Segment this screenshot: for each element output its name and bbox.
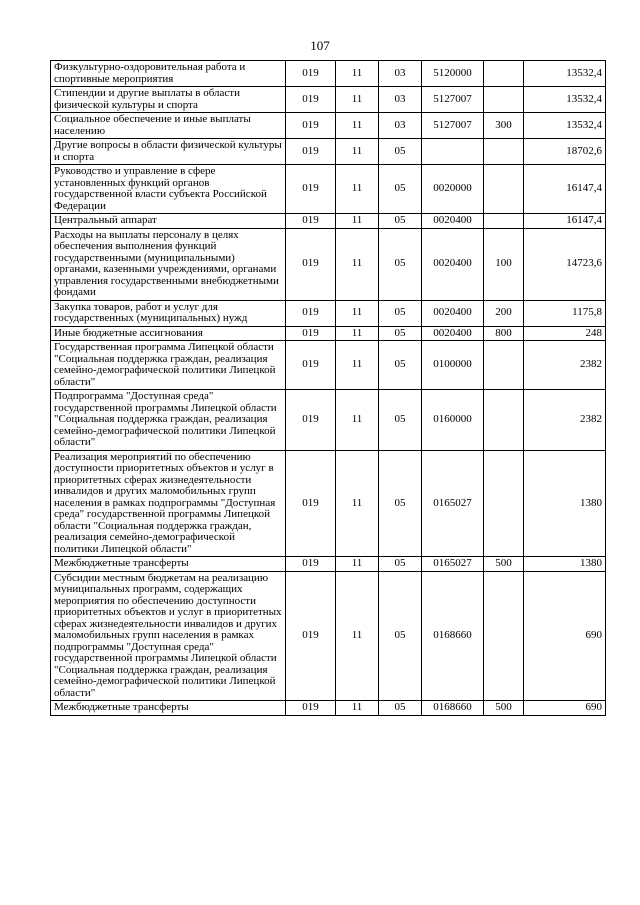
row-section: 11 bbox=[336, 341, 379, 390]
row-subsection: 05 bbox=[379, 326, 422, 341]
row-subsection: 05 bbox=[379, 450, 422, 557]
row-name: Руководство и управление в сфере установленных функций органов государственной власти субъекта Российской Федерации bbox=[51, 165, 286, 214]
row-target-article: 0168660 bbox=[422, 701, 484, 716]
row-grbs: 019 bbox=[286, 390, 336, 451]
row-grbs: 019 bbox=[286, 214, 336, 229]
table-row bbox=[51, 214, 606, 229]
row-sum: 13532,4 bbox=[524, 61, 606, 87]
row-section: 11 bbox=[336, 139, 379, 165]
row-name: Центральный аппарат bbox=[51, 214, 286, 229]
row-subsection: 03 bbox=[379, 113, 422, 139]
row-sum: 14723,6 bbox=[524, 228, 606, 300]
row-grbs: 019 bbox=[286, 450, 336, 557]
page-number: 107 bbox=[310, 38, 330, 53]
row-sum: 1175,8 bbox=[524, 300, 606, 326]
row-expense-type bbox=[484, 390, 524, 451]
row-section: 11 bbox=[336, 300, 379, 326]
row-name: Субсидии местным бюджетам на реализацию муниципальных программ, содержащих мероприятия по обеспечению доступности приоритетных объектов и услуг в приоритетных сферах жизнедеятельности инвалидов и других маломобильных групп населения в рамках подпрограммы "Доступная среда" государственной программы Липецкой области "Социальная поддержка граждан, реализация семейно-демографической политики Липецкой области" bbox=[51, 571, 286, 701]
row-sum: 2382 bbox=[524, 341, 606, 390]
row-target-article: 5120000 bbox=[422, 61, 484, 87]
row-sum: 13532,4 bbox=[524, 113, 606, 139]
row-grbs: 019 bbox=[286, 139, 336, 165]
row-subsection: 05 bbox=[379, 341, 422, 390]
row-section: 11 bbox=[336, 87, 379, 113]
row-grbs: 019 bbox=[286, 61, 336, 87]
row-section: 11 bbox=[336, 326, 379, 341]
row-section: 11 bbox=[336, 450, 379, 557]
row-subsection: 03 bbox=[379, 87, 422, 113]
table-row bbox=[51, 228, 606, 300]
row-subsection: 05 bbox=[379, 701, 422, 716]
row-grbs: 019 bbox=[286, 341, 336, 390]
row-grbs: 019 bbox=[286, 571, 336, 701]
row-target-article: 0020400 bbox=[422, 228, 484, 300]
row-section: 11 bbox=[336, 113, 379, 139]
table-row bbox=[51, 61, 606, 87]
row-grbs: 019 bbox=[286, 113, 336, 139]
row-subsection: 03 bbox=[379, 61, 422, 87]
row-sum: 18702,6 bbox=[524, 139, 606, 165]
table-row bbox=[51, 165, 606, 214]
row-section: 11 bbox=[336, 571, 379, 701]
row-expense-type: 500 bbox=[484, 701, 524, 716]
row-name: Иные бюджетные ассигнования bbox=[51, 326, 286, 341]
row-expense-type bbox=[484, 61, 524, 87]
row-name: Расходы на выплаты персоналу в целях обеспечения выполнения функций государственными (муниципальными) органами, казенными учреждениями, органами управления государственными внебюджетными фондами bbox=[51, 228, 286, 300]
row-expense-type bbox=[484, 165, 524, 214]
row-name: Реализация мероприятий по обеспечению доступности приоритетных объектов и услуг в приоритетных сферах жизнедеятельности инвалидов и других маломобильных групп населения в рамках подпрограммы "Доступная среда" государственной программы Липецкой области "Социальная поддержка граждан, реализация семейно-демографической политики Липецкой области" bbox=[51, 450, 286, 557]
row-sum: 690 bbox=[524, 701, 606, 716]
row-target-article: 0020000 bbox=[422, 165, 484, 214]
table-row bbox=[51, 87, 606, 113]
row-target-article: 0168660 bbox=[422, 571, 484, 701]
row-sum: 16147,4 bbox=[524, 214, 606, 229]
row-target-article bbox=[422, 139, 484, 165]
row-grbs: 019 bbox=[286, 87, 336, 113]
row-subsection: 05 bbox=[379, 571, 422, 701]
row-expense-type: 500 bbox=[484, 557, 524, 572]
row-target-article: 0165027 bbox=[422, 557, 484, 572]
row-expense-type bbox=[484, 214, 524, 229]
row-section: 11 bbox=[336, 228, 379, 300]
table-row bbox=[51, 300, 606, 326]
row-target-article: 0165027 bbox=[422, 450, 484, 557]
row-target-article: 5127007 bbox=[422, 87, 484, 113]
row-sum: 2382 bbox=[524, 390, 606, 451]
row-target-article: 0020400 bbox=[422, 214, 484, 229]
table-row bbox=[51, 390, 606, 451]
row-subsection: 05 bbox=[379, 300, 422, 326]
row-grbs: 019 bbox=[286, 557, 336, 572]
row-target-article: 0020400 bbox=[422, 300, 484, 326]
row-section: 11 bbox=[336, 557, 379, 572]
budget-table bbox=[50, 60, 606, 716]
row-name: Стипендии и другие выплаты в области физической культуры и спорта bbox=[51, 87, 286, 113]
row-expense-type bbox=[484, 571, 524, 701]
row-target-article: 0160000 bbox=[422, 390, 484, 451]
row-expense-type bbox=[484, 450, 524, 557]
table-row bbox=[51, 341, 606, 390]
row-subsection: 05 bbox=[379, 390, 422, 451]
row-sum: 16147,4 bbox=[524, 165, 606, 214]
row-section: 11 bbox=[336, 390, 379, 451]
row-section: 11 bbox=[336, 701, 379, 716]
table-row bbox=[51, 571, 606, 701]
table-row bbox=[51, 139, 606, 165]
row-grbs: 019 bbox=[286, 701, 336, 716]
row-subsection: 05 bbox=[379, 165, 422, 214]
row-section: 11 bbox=[336, 61, 379, 87]
row-expense-type: 800 bbox=[484, 326, 524, 341]
row-expense-type bbox=[484, 341, 524, 390]
row-target-article: 0020400 bbox=[422, 326, 484, 341]
row-sum: 1380 bbox=[524, 557, 606, 572]
row-sum: 690 bbox=[524, 571, 606, 701]
row-section: 11 bbox=[336, 214, 379, 229]
row-subsection: 05 bbox=[379, 214, 422, 229]
row-subsection: 05 bbox=[379, 139, 422, 165]
row-name: Социальное обеспечение и иные выплаты населению bbox=[51, 113, 286, 139]
row-expense-type: 300 bbox=[484, 113, 524, 139]
row-name: Подпрограмма "Доступная среда" государственной программы Липецкой области "Социальная поддержка граждан, реализация семейно-демографической политики Липецкой области" bbox=[51, 390, 286, 451]
row-grbs: 019 bbox=[286, 165, 336, 214]
row-name: Государственная программа Липецкой области "Социальная поддержка граждан, реализация семейно-демографической политики Липецкой области" bbox=[51, 341, 286, 390]
row-grbs: 019 bbox=[286, 300, 336, 326]
row-section: 11 bbox=[336, 165, 379, 214]
row-sum: 1380 bbox=[524, 450, 606, 557]
table-row bbox=[51, 701, 606, 716]
row-name: Межбюджетные трансферты bbox=[51, 557, 286, 572]
row-sum: 248 bbox=[524, 326, 606, 341]
row-subsection: 05 bbox=[379, 228, 422, 300]
row-expense-type: 200 bbox=[484, 300, 524, 326]
table-row bbox=[51, 450, 606, 557]
row-name: Физкультурно-оздоровительная работа и спортивные мероприятия bbox=[51, 61, 286, 87]
row-expense-type: 100 bbox=[484, 228, 524, 300]
row-expense-type bbox=[484, 139, 524, 165]
row-name: Закупка товаров, работ и услуг для государственных (муниципальных) нужд bbox=[51, 300, 286, 326]
row-subsection: 05 bbox=[379, 557, 422, 572]
table-row bbox=[51, 113, 606, 139]
row-name: Межбюджетные трансферты bbox=[51, 701, 286, 716]
row-grbs: 019 bbox=[286, 326, 336, 341]
row-name: Другие вопросы в области физической культуры и спорта bbox=[51, 139, 286, 165]
table-row bbox=[51, 326, 606, 341]
row-grbs: 019 bbox=[286, 228, 336, 300]
row-sum: 13532,4 bbox=[524, 87, 606, 113]
row-target-article: 0100000 bbox=[422, 341, 484, 390]
row-expense-type bbox=[484, 87, 524, 113]
table-row bbox=[51, 557, 606, 572]
row-target-article: 5127007 bbox=[422, 113, 484, 139]
